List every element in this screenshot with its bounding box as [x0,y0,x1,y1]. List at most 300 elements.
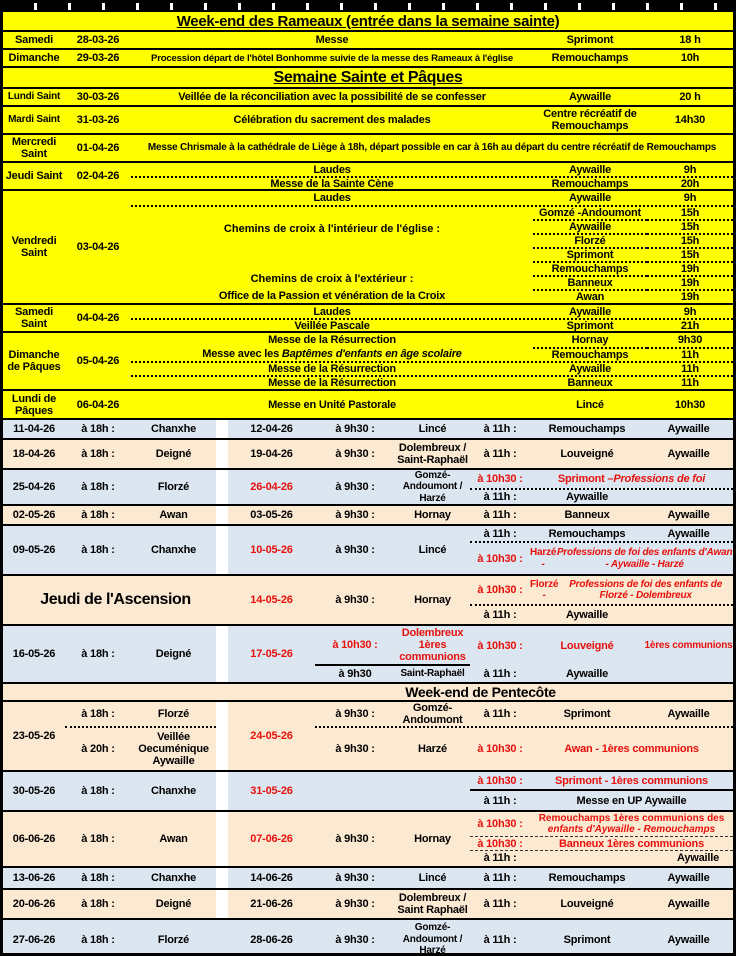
event-cell: Messe [315,34,349,46]
date-cell: 05-04-26 [76,355,120,367]
note-place: Harzé - [530,547,557,570]
saturday-time: à 18h : [81,833,115,845]
sub-row [470,812,733,837]
note-place: Florzé - [530,578,559,601]
note-cell: Messe en UP Aywaille [576,794,687,807]
sunday-date: 10-05-26 [250,544,293,556]
late-location-2: Aywaille [667,898,710,910]
sunday-time: à 9h30 : [335,933,375,946]
late-time: à 11h : [483,708,517,720]
day-cell: Vendredi Saint [11,235,57,259]
late-location: Remouchamps [548,423,626,435]
late-location-2: Aywaille [676,852,719,864]
time-cell: 19h [647,275,733,289]
sunday-location: Lincé [418,423,447,435]
late-time: à 11h : [483,609,517,621]
event-cell: Office de la Passion et vénération de la Croix [218,290,446,302]
location-cell: Sprimont [566,320,614,331]
date-cell: 29-03-26 [76,52,120,64]
late-location-2: Aywaille [667,527,710,540]
section-title-pentecote: Week-end de Pentecôte [405,686,556,698]
weekend-row [3,504,733,524]
late-location: Sprimont [563,933,611,946]
time-cell: 19h [647,289,733,303]
saturday-date: 30-05-26 [12,785,56,797]
note-cell [530,470,733,488]
note-cell: Dolembreux 1ères communions [399,627,466,663]
weekend-row [3,918,733,956]
sub-rows [470,576,733,624]
sub-row [131,163,733,176]
saturday-location: Chanxhe [150,872,197,884]
late-time: à 10h30 : [477,837,523,850]
saturday-location: Veillée Oecuménique Aywaille [138,731,209,767]
saturday-date: 16-05-26 [12,648,56,660]
saturday-date: 18-04-26 [12,448,56,460]
event-text-italic: Baptêmes d'enfants en âge scolaire [281,348,462,360]
late-location: Aywaille [565,668,608,680]
late-location: Remouchamps [548,527,626,540]
sunday-date: 19-04-26 [250,448,293,460]
sunday-time: à 9h30 : [335,708,375,720]
late-location: Remouchamps [548,872,626,884]
section-pentecote-header [3,682,733,700]
section-title-rameaux: Week-end des Rameaux (entrée dans la semaine sainte) [176,12,560,30]
sub-row [131,361,733,375]
sunday-location: Hornay [414,594,451,606]
sunday-date: 12-04-26 [250,423,293,435]
sub-row [315,626,470,666]
date-cell: 04-04-26 [76,312,120,324]
location-cell: Centre récréatif de Remouchamps [543,108,637,132]
late-time: à 10h30 : [477,818,523,830]
late-time: à 10h30 : [477,774,523,787]
event-cell: Messe de la Résurrection [268,377,396,389]
section-semaine-header [3,66,733,87]
saturday-date: 13-06-26 [12,872,56,884]
event-cell: Messe de la Résurrection [268,334,396,346]
day-cell: Mercredi Saint [11,136,57,160]
column-gap [216,868,228,888]
location-cell: Remouchamps [551,52,629,64]
sub-row [65,702,216,728]
sunday-location: Lincé [418,544,447,556]
holy-week-row [3,48,733,66]
sub-rows [315,702,733,770]
sunday-time: à 10h30 : [332,639,378,651]
weekend-row [3,888,733,918]
day-cell: Dimanche de Pâques [7,349,61,373]
saturday-date: 20-06-26 [12,898,56,910]
sub-row [315,728,733,770]
event-cell: Laudes [313,163,351,176]
time-cell: 15h [647,219,733,233]
late-location-2: Aywaille [667,872,710,884]
holy-week-row [3,161,733,189]
sub-rows [131,305,733,331]
sub-row [315,666,470,682]
late-time: à 11h : [483,668,517,680]
date-cell: 03-04-26 [76,241,120,253]
table-top-ruler [3,3,733,10]
location-cell: Banneux [567,377,613,389]
time-cell: 15h [647,233,733,247]
sub-row [131,305,733,318]
sunday-location: Gomzé-Andoumont / Harzé [402,470,463,504]
day-cell: Mardi Saint [8,114,60,126]
date-cell: 28-03-26 [76,34,120,46]
date-cell: 31-03-26 [76,114,120,126]
sunday-date: 31-05-26 [250,785,293,797]
event-label-chemins-exterieur: Chemins de croix à l'extérieur : [250,273,414,285]
saturday-time: à 18h : [81,544,115,556]
sunday-time: à 9h30 : [335,833,375,845]
day-cell: Samedi Saint [15,306,53,330]
saturday-location: Chanxhe [150,544,197,556]
location-cell: Aywaille [568,363,611,375]
sub-row [470,666,733,682]
column-gap [216,626,228,682]
location-cell: Sprimont [533,247,647,261]
location-cell: Aywaille [568,91,611,103]
sunday-date: 26-04-26 [250,481,293,493]
day-cell: Jeudi Saint [5,170,63,182]
day-cell: Dimanche [8,52,60,64]
sub-row [131,375,733,389]
late-time: à 11h : [483,933,517,946]
column-gap [216,772,228,810]
holy-week-row [3,87,733,105]
event-cell: Veillée Pascale [294,320,370,331]
sunday-location: Hornay [414,833,451,845]
sunday-date: 14-05-26 [250,594,293,606]
column-gap [216,890,228,918]
saturday-location: Deigné [155,898,192,910]
saturday-time: à 18h : [81,933,115,946]
sub-row [65,728,216,770]
late-time: à 10h30 : [477,473,523,485]
date-cell: 02-04-26 [76,170,120,182]
location-cell: Aywaille [568,163,611,176]
note-line-1: Remouchamps 1ères communions des [538,812,725,824]
saturday-location: Awan [159,833,188,845]
sub-row [470,606,733,624]
note-cell: Awan - 1ères communions [564,743,699,755]
saturday-date: 23-05-26 [12,730,56,742]
sub-rows [131,163,733,189]
sub-rows [470,526,733,574]
note-cell: 1ères communions [644,640,733,652]
sunday-time: à 9h30 : [335,448,375,460]
note-detail: Professions de foi [613,473,706,485]
sub-rows [470,812,733,866]
time-cell: 11h [681,377,699,389]
saturday-location: Deigné [155,448,192,460]
sunday-date: 17-05-26 [250,648,293,660]
saturday-time: à 18h : [81,509,115,521]
time-cell: 10h [680,52,700,64]
sub-row [470,526,733,543]
note-line-2: enfants d'Aywaille - Remouchamps [547,824,716,835]
holy-week-row [3,105,733,133]
saturday-time: à 18h : [81,423,115,435]
late-time: à 11h : [483,448,517,460]
sub-rows [131,191,733,303]
sub-row [470,543,733,574]
saturday-date: 09-05-26 [12,544,56,556]
sub-rows [131,333,733,389]
day-cell: Lundi de Pâques [11,392,57,417]
saturday-location: Awan [159,509,188,521]
section-rameaux-header [3,10,733,30]
sub-row [470,626,733,666]
late-location: Aywaille [565,609,608,621]
saturday-time: à 20h : [81,743,115,755]
saturday-time: à 18h : [81,872,115,884]
saturday-date: 06-06-26 [12,833,56,845]
note-cell: Banneux 1ères communions [559,837,704,850]
holy-week-row [3,303,733,331]
sunday-location: Dolembreux / Saint Raphaël [397,892,468,916]
late-location-2: Aywaille [667,933,710,946]
location-cell: Remouchamps [533,261,647,275]
time-cell: 21h [680,320,700,331]
column-gap [216,470,228,504]
sub-row [131,333,733,347]
sunday-time: à 9h30 : [335,544,375,556]
late-time: à 10h30 : [477,552,523,565]
event-cell: Messe en Unité Pastorale [268,398,396,411]
note-cell [530,576,733,604]
event-cell: Célébration du sacrement des malades [233,114,431,126]
day-cell: Lundi Saint [7,91,61,103]
late-time: à 11h : [483,872,517,884]
location-cell: Aywaille [568,192,611,204]
column-gap [216,812,228,866]
time-cell: 11h [681,363,699,375]
column-gap [216,526,228,574]
time-cell: 10h30 [674,398,706,411]
late-location-2: Aywaille [667,509,710,521]
late-time: à 11h : [483,527,517,540]
event-cell: Messe de la Résurrection [268,363,396,375]
note-cell: Sprimont - 1ères communions [555,774,708,787]
late-location: Sprimont [563,708,611,720]
note-place: Sprimont – [557,473,614,485]
saturday-date: 11-04-26 [13,423,55,435]
weekend-row [3,418,733,438]
late-location: Aywaille [565,491,608,503]
column-gap [216,420,228,438]
late-time: à 10h30 : [477,584,523,596]
event-cell: Veillée de la réconciliation avec la possibilité de se confesser [178,91,486,103]
saturday-location: Deigné [155,648,192,660]
sub-row [470,837,733,851]
late-time: à 11h : [483,898,517,910]
time-cell: 11h [647,347,733,361]
event-cell: Procession départ de l'hôtel Bonhomme suivie de la messe des Rameaux à l'église [151,52,513,64]
late-time: à 10h30 : [477,743,523,755]
late-location: Banneux [564,509,610,521]
weekend-row [3,438,733,468]
sub-row [131,233,733,247]
time-cell: 9h [683,305,697,318]
column-gap [216,440,228,468]
sunday-time: à 9h30 : [335,743,375,755]
location-cell: Lincé [576,398,604,411]
sunday-time: à 9h30 : [335,872,375,884]
sunday-time: à 9h30 : [335,898,375,910]
event-cell: Laudes [313,192,351,204]
weekend-row [3,866,733,888]
note-detail: Professions de foi des enfants d'Awan - Aywaille - Harzé [556,547,733,570]
saturday-time: à 18h : [81,448,115,460]
event-cell: Messe de la Sainte Cène [270,178,394,189]
sunday-time: à 9h30 [338,668,372,680]
holy-week-row [3,331,733,389]
saturday-time: à 18h : [81,898,115,910]
sunday-location: Gomzé-Andoumont / Harzé [402,922,463,956]
location-cell: Banneux [533,275,647,289]
time-cell: 15h [647,247,733,261]
saturday-location: Chanxhe [150,785,197,797]
time-cell: 9h [683,192,697,204]
time-cell: 14h30 [674,114,706,126]
location-cell: Awan [533,289,647,303]
saturday-date: 25-04-26 [12,481,56,493]
location-cell: Remouchamps [551,178,629,189]
saturday-date: 02-05-26 [12,509,56,521]
date-cell: 30-03-26 [76,91,120,103]
sunday-time: à 9h30 : [335,481,375,493]
sub-row [470,470,733,490]
sunday-date: 03-05-26 [250,509,293,521]
weekend-row [3,810,733,866]
note-cell [530,543,733,574]
sunday-time: à 9h30 : [335,594,375,606]
sunday-location: Lincé [418,872,447,884]
column-gap [216,702,228,770]
note-cell [530,812,733,836]
time-cell: 20 h [679,91,701,103]
event-cell: Laudes [313,305,351,318]
sub-row [315,702,733,728]
holy-week-row [3,133,733,161]
holy-week-row-vendredi [3,189,733,303]
late-time: à 11h : [483,509,517,521]
section-title-ascension: Jeudi de l'Ascension [40,591,191,608]
column-gap [216,506,228,524]
sunday-location: Saint-Raphaël [400,668,465,680]
sunday-date: 07-06-26 [250,833,293,845]
weekend-row-ascension [3,574,733,624]
sunday-time: à 9h30 : [335,509,375,521]
sub-row [131,318,733,331]
weekend-row [3,524,733,574]
sunday-date: 21-06-26 [250,898,293,910]
sunday-location: Hornay [414,509,451,521]
holy-week-row [3,389,733,418]
day-cell: Samedi [15,34,53,46]
sub-row [131,205,733,219]
sub-rows [65,702,216,770]
event-cell [131,347,533,361]
sunday-location: Dolembreux / Saint-Raphaël [397,442,468,466]
saturday-location: Florzé [157,708,190,720]
weekend-row [3,624,733,682]
note-detail: Professions de foi des enfants de Florzé - Dolembreux [569,578,723,601]
saturday-time: à 18h : [81,708,115,720]
late-time: à 10h30 : [477,640,523,652]
time-cell: 15h [680,207,700,219]
sub-row [470,576,733,606]
sub-rows [315,626,470,682]
late-location: Louveigné [560,640,614,652]
location-cell: Aywaille [533,219,647,233]
event-label-chemins-interieur: Chemins de croix à l'intérieur de l'église : [223,223,441,235]
sub-row [131,347,733,361]
late-location-2: Aywaille [667,448,710,460]
late-time: à 11h : [483,491,517,503]
sunday-location: Gomzé-Andoumont [402,702,463,726]
sub-row [131,191,733,205]
sunday-location: Harzé [418,743,447,755]
sub-row [131,176,733,189]
holy-week-row [3,30,733,48]
late-time: à 11h : [483,794,517,807]
sunday-date: 24-05-26 [250,730,293,742]
late-time: à 11h : [483,852,517,864]
time-cell: 20h [680,178,700,189]
location-cell: Gomzé -Andoumont [539,207,641,219]
location-cell: Hornay [571,334,609,346]
sub-rows [470,772,733,810]
sub-row [470,772,733,791]
sub-rows [470,626,733,682]
saturday-location: Chanxhe [150,423,197,435]
event-cell: Messe Chrismale à la cathédrale de Liège à 18h, départ possible en car à 16h au départ du centre récréatif de Remouchamps [147,142,717,154]
location-cell: Remouchamps [533,347,647,361]
date-cell: 01-04-26 [76,142,120,154]
time-cell: 9h30 [677,334,703,346]
weekend-row [3,468,733,504]
late-location: Louveigné [560,898,614,910]
sub-row [131,289,733,303]
saturday-location: Florzé [157,933,190,946]
saturday-time: à 18h : [81,481,115,493]
late-location: Louveigné [560,448,614,460]
section-title-semaine-sainte: Semaine Sainte et Pâques [273,68,463,86]
sub-row [470,851,733,865]
time-cell: 19h [647,261,733,275]
saturday-date: 27-06-26 [12,933,56,946]
location-cell: Florzé [533,233,647,247]
saturday-time: à 18h : [81,785,115,797]
sunday-date: 14-06-26 [250,872,293,884]
late-location-2: Aywaille [667,708,710,720]
event-text: Messe avec les [202,348,279,360]
date-cell: 06-04-26 [76,398,120,411]
sub-row [470,791,733,810]
time-cell: 18 h [679,34,701,46]
sub-row [131,247,733,261]
weekend-row [3,700,733,770]
sub-rows [470,470,733,504]
late-time: à 11h : [483,423,517,435]
sunday-date: 28-06-26 [250,933,293,946]
time-cell: 9h [683,163,697,176]
saturday-time: à 18h : [81,648,115,660]
